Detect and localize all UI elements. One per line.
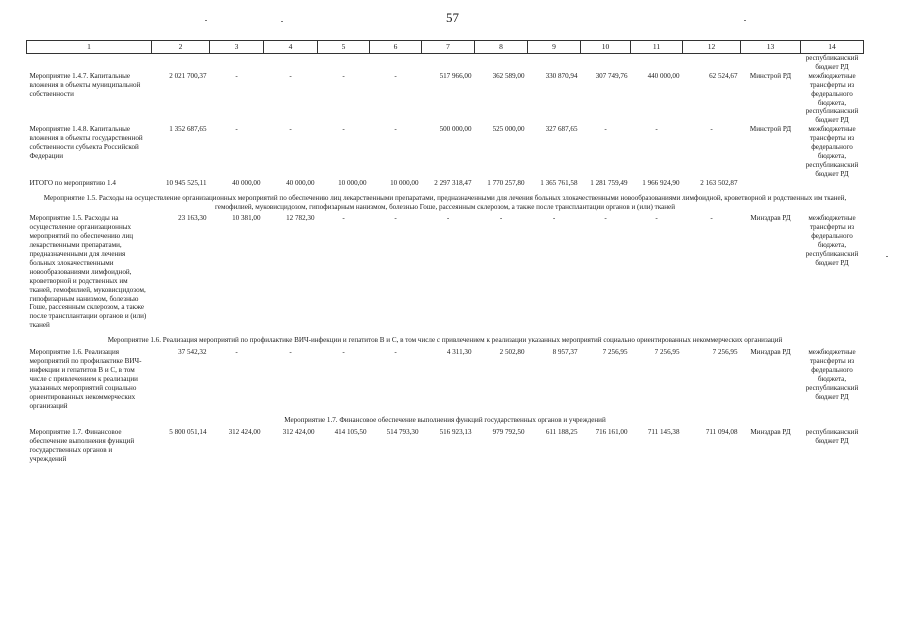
section-heading-row — [27, 188, 864, 215]
cell-value: 7 256,95 — [712, 348, 738, 357]
cell-value: 330 870,94 — [545, 71, 578, 80]
table-row — [27, 348, 864, 410]
cell-value: 312 424,00 — [228, 428, 261, 437]
funding-source: межбюджетные трансферты из федерального бюджета, республиканский бюджет РД — [805, 214, 859, 267]
cell-value: - — [655, 214, 658, 223]
executor — [741, 179, 801, 188]
cell-value: 10 945 525,11 — [165, 178, 207, 187]
cell-value: 1 352 687,65 — [169, 125, 207, 134]
cell-value: - — [604, 125, 607, 134]
column-number-header — [27, 41, 864, 54]
total-label: ИТОГО по мероприятию 1.4 — [29, 178, 116, 187]
cell-value: 716 161,00 — [595, 428, 628, 437]
executor: Минстрой РД — [749, 71, 792, 80]
column-header: 1 — [27, 41, 152, 54]
column-header: 10 — [581, 41, 631, 54]
cell-value: 440 000,00 — [647, 71, 680, 80]
scan-speck — [205, 20, 207, 21]
cell-value: 8 957,37 — [552, 348, 578, 357]
cell-value: 37 542,32 — [178, 348, 207, 357]
cell-value: 517 966,00 — [439, 71, 472, 80]
column-header: 14 — [801, 41, 864, 54]
funding-source: межбюджетные трансферты из федерального бюджета, республиканский бюджет РД — [805, 348, 859, 401]
cell-value: 2 502,80 — [499, 348, 525, 357]
cell-value: - — [394, 125, 397, 134]
section-heading-1-7: Мероприятие 1.7. Финансовое обеспечение выполнения функций государственных органов и учреждений — [284, 416, 606, 425]
cell-value: 2 297 318,47 — [434, 178, 472, 187]
column-header: 4 — [264, 41, 318, 54]
table-row — [27, 125, 864, 178]
table-row — [27, 72, 864, 125]
cell-value: 62 524,67 — [709, 71, 738, 80]
cell-value: - — [710, 125, 713, 134]
scan-speck — [281, 21, 283, 22]
total-row — [27, 179, 864, 188]
cell-value: 10 000,00 — [338, 178, 367, 187]
cell-value: - — [499, 214, 503, 223]
cell-value: 516 923,13 — [439, 428, 472, 437]
cell-value: - — [446, 214, 450, 223]
cell-value: 10 381,00 — [232, 214, 261, 223]
cell-value: - — [394, 348, 397, 357]
cell-value: 500 000,00 — [439, 125, 472, 134]
executor: Минстрой РД — [749, 125, 792, 134]
page-number: 57 — [446, 10, 459, 25]
cell-value: - — [342, 214, 345, 223]
cell-value: 2 163 502,87 — [700, 178, 738, 187]
funding-source — [801, 179, 864, 188]
cell-value: 10 000,00 — [390, 178, 419, 187]
cell-value: 7 256,95 — [602, 348, 628, 357]
cell-value: 307 749,76 — [595, 71, 628, 80]
column-header: 3 — [210, 41, 264, 54]
measure-name: Мероприятие 1.4.8. Капитальные вложения в объекты государственной собственности субъекта Российской Федерации — [29, 125, 143, 160]
cell-value: 362 589,00 — [492, 71, 525, 80]
budget-table-sheet — [26, 40, 863, 464]
cell-value: 711 094,08 — [705, 428, 738, 437]
column-header: 11 — [631, 41, 683, 54]
column-header: 6 — [370, 41, 422, 54]
executor: Минздрав РД — [750, 428, 791, 437]
measure-name: Мероприятие 1.7. Финансовое обеспечение выполнения функций государственных органов и учреждений — [29, 428, 135, 464]
table-row — [27, 428, 864, 464]
cell-value: 525 000,00 — [492, 125, 525, 134]
cell-value: 5 800 051,14 — [169, 428, 207, 437]
measure-name: Мероприятие 1.4.7. Капитальные вложения в объекты муниципальной собственности — [29, 71, 141, 98]
cell-value: 1 770 257,80 — [487, 178, 525, 187]
table-row — [27, 214, 864, 330]
cell-value: 23 163,30 — [178, 214, 207, 223]
section-heading-row — [27, 410, 864, 428]
cell-value: 12 782,30 — [286, 214, 315, 223]
section-heading-row — [27, 330, 864, 348]
cell-value: - — [394, 71, 397, 80]
cell-value: - — [235, 125, 238, 134]
column-header: 13 — [741, 41, 801, 54]
scan-speck — [744, 20, 746, 21]
column-header: 12 — [683, 41, 741, 54]
cell-value: - — [655, 125, 658, 134]
column-header: 9 — [528, 41, 581, 54]
cell-value: - — [604, 214, 607, 223]
cell-value: - — [342, 71, 345, 80]
cell-value: - — [710, 214, 713, 223]
column-header: 7 — [422, 41, 475, 54]
cell-value: 7 256,95 — [654, 348, 680, 357]
cell-value: - — [394, 214, 397, 223]
cell-value: 1 281 759,49 — [590, 178, 628, 187]
funding-source: республиканский бюджет РД — [805, 428, 859, 446]
cell-value: 40 000,00 — [232, 178, 261, 187]
cell-value: 1 365 761,58 — [540, 178, 578, 187]
cell-value: 979 792,50 — [492, 428, 525, 437]
cell-value: 4 311,30 — [446, 348, 472, 357]
cell-value: - — [342, 348, 345, 357]
funding-source: межбюджетные трансферты из федерального бюджета, республиканский бюджет РД — [805, 125, 859, 178]
cell-value: 514 793,30 — [386, 428, 419, 437]
cell-value: - — [552, 214, 556, 223]
cell-value: 1 966 924,90 — [642, 178, 680, 187]
column-header: 5 — [318, 41, 370, 54]
cell-value: 327 687,65 — [545, 125, 578, 134]
cell-value: - — [235, 71, 238, 80]
scan-speck — [886, 256, 888, 257]
cell-value: 40 000,00 — [286, 178, 315, 187]
cell-value: 611 188,25 — [545, 428, 578, 437]
column-header: 8 — [475, 41, 528, 54]
cell-value: 2 021 700,37 — [169, 71, 207, 80]
carry-over-funding-source: республиканский бюджет РД — [805, 54, 859, 71]
section-heading-1-5: Мероприятие 1.5. Расходы на осуществление организационных мероприятий по обеспечению лиц лекарственными препаратами, предназначенными для лечения больных злокачественными новообразованиями лимфоидной, кроветворной и родственных им тканей, гемофилией, муковисцидозом, гипофизарным нанизмом, болезнью Гоше, рассеянным склерозом, а также после трансплантации органов и (или) тканей — [43, 193, 847, 211]
column-header: 2 — [152, 41, 210, 54]
cell-value: - — [289, 348, 292, 357]
executor: Минздрав РД — [750, 348, 791, 357]
executor: Минздрав РД — [750, 214, 791, 223]
measure-name: Мероприятие 1.5. Расходы на осуществление организационных мероприятий по обеспечению лиц лекарственными препаратами, предназначенными для лечения больных злокачественными новообразованиями лимфоидной, кроветворной и родственных им тканей, гемофилией, муковисцидозом, гипофизарным нанизмом, болезнью Гоше, рассеянным склерозом, а также после трансплантации органов и (или) тканей — [29, 214, 147, 330]
cell-value: 414 105,50 — [334, 428, 367, 437]
cell-value: - — [235, 348, 238, 357]
cell-value: - — [289, 71, 292, 80]
cell-value: - — [289, 125, 292, 134]
carry-over-row — [27, 54, 864, 72]
section-heading-1-6: Мероприятие 1.6. Реализация мероприятий по профилактике ВИЧ-инфекции и гепатитов В и С, в том числе с привлечением к реализации указанных мероприятий социально ориентированных некоммерческих организаций — [107, 336, 783, 345]
cell-value: 312 424,00 — [282, 428, 315, 437]
cell-value: 711 145,38 — [647, 428, 680, 437]
cell-value: - — [342, 125, 345, 134]
budget-table — [26, 40, 864, 464]
measure-name: Мероприятие 1.6. Реализация мероприятий по профилактике ВИЧ-инфекции и гепатитов В и С, в том числе с привлечением к реализации указанных мероприятий социально ориентированных некоммерческих организаций — [29, 348, 142, 410]
funding-source: межбюджетные трансферты из федерального бюджета, республиканский бюджет РД — [805, 71, 859, 125]
